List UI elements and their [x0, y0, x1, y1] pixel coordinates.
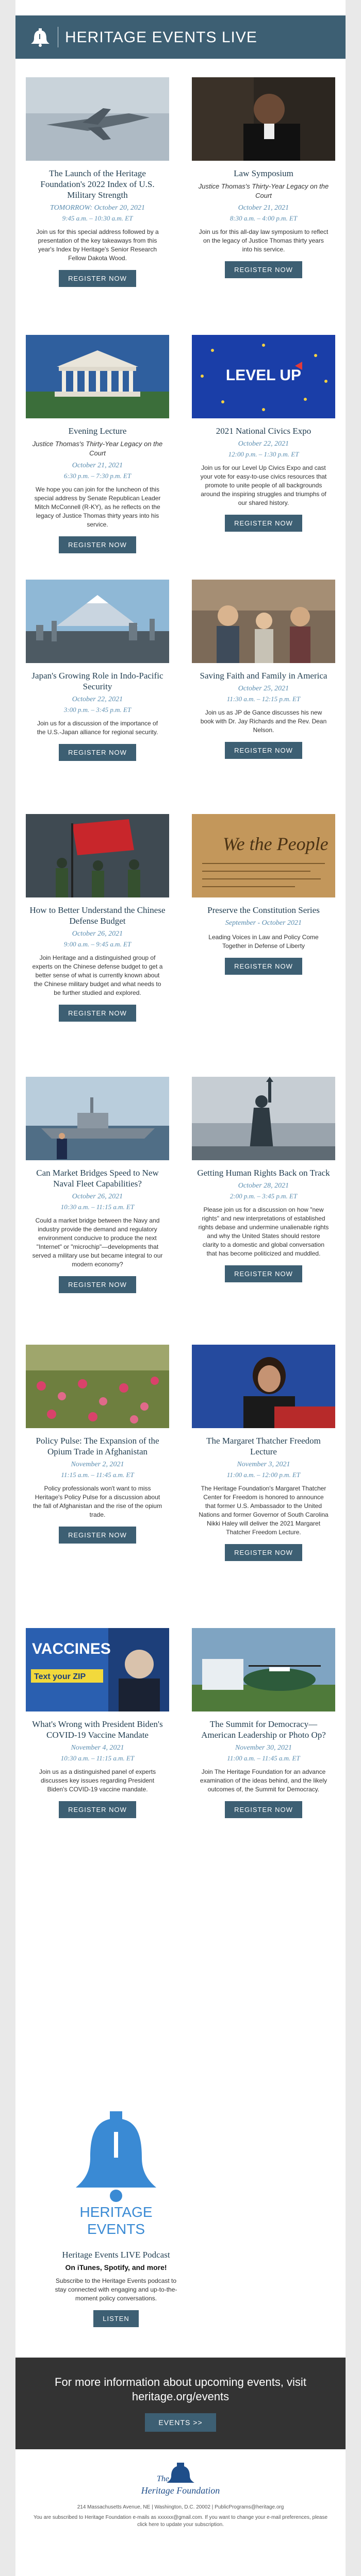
- podcast-logo-line1: HERITAGE: [79, 2204, 153, 2220]
- event-time: 9:00 a.m. – 9:45 a.m. ET: [63, 940, 132, 948]
- podcast-section: [44, 2101, 188, 2327]
- event-card-naval-fleet: [26, 1077, 169, 1293]
- event-title: 2021 National Civics Expo: [216, 426, 311, 436]
- naval-ship-image[interactable]: [26, 1077, 169, 1160]
- event-title: What's Wrong with President Biden's COVID-19 Vaccine Mandate: [32, 1719, 163, 1740]
- header-title: HERITAGE EVENTS LIVE: [65, 29, 257, 46]
- podcast-logo-line2: EVENTS: [87, 2221, 145, 2237]
- events-cta-text: For more information about upcoming events, visit heritage.org/events: [55, 2376, 306, 2403]
- event-title: The Summit for Democracy—American Leadership or Photo Op?: [201, 1719, 326, 1740]
- event-subtitle: Justice Thomas's Thirty-Year Legacy on the Court: [198, 182, 329, 199]
- email-container: [15, 0, 346, 2576]
- event-description: Join us for a discussion of the importance of the U.S.-Japan alliance for regional security.: [37, 720, 158, 736]
- register-now-button[interactable]: REGISTER NOW: [225, 1801, 302, 1818]
- header-banner: [15, 15, 346, 59]
- tokyo-skyline-image[interactable]: [26, 580, 169, 663]
- vaccine-sign-image[interactable]: [26, 1628, 169, 1711]
- event-description: Leading Voices in Law and Policy Come Together in Defense of Liberty: [208, 934, 319, 950]
- event-time: 11:30 a.m. – 12:15 p.m. ET: [226, 695, 301, 703]
- podcast-description: Subscribe to the Heritage Events podcast to stay connected with engaging and up-to-the-moment policy conversations.: [55, 2277, 177, 2302]
- heritage-foundation-logo[interactable]: [134, 2461, 227, 2497]
- event-card-evening-lecture: [26, 335, 169, 553]
- event-card-faith-family: [192, 580, 335, 759]
- constitution-document-image[interactable]: [192, 814, 335, 897]
- register-now-button[interactable]: REGISTER NOW: [59, 1801, 136, 1818]
- register-now-button[interactable]: REGISTER NOW: [225, 742, 302, 759]
- event-time: 10:30 a.m. – 11:15 a.m. ET: [60, 1203, 135, 1211]
- event-card-civics-expo: [192, 335, 335, 532]
- event-date: October 21, 2021: [72, 462, 123, 469]
- event-title: Getting Human Rights Back on Track: [197, 1168, 330, 1178]
- liberty-bell-icon: [29, 28, 52, 47]
- event-card-vaccine-mandate: [26, 1628, 169, 1818]
- event-date: November 2, 2021: [71, 1461, 124, 1468]
- event-card-summit-democracy: [192, 1628, 335, 1818]
- event-time: 8:30 a.m. – 4:00 p.m. ET: [229, 214, 298, 222]
- event-description: We hope you can join for the luncheon of this special address by Senate Republican Leader Mitch McConnell (R-KY), as he reflects on the legacy of Justice Thomas thirty years into his service.: [34, 486, 161, 528]
- event-title: Policy Pulse: The Expansion of the Opium Trade in Afghanistan: [36, 1436, 159, 1456]
- event-description: Could a market bridge between the Navy and industry provide the demand and regulatory environment conducive to produce the next "Internet" or "microchip"—developments that served a military use but became integral to our modern economy?: [32, 1217, 163, 1268]
- register-now-button[interactable]: REGISTER NOW: [225, 261, 302, 278]
- event-time: 11:00 a.m. – 11:45 a.m. ET: [227, 1754, 300, 1762]
- register-now-button[interactable]: REGISTER NOW: [59, 1005, 136, 1022]
- svg-text:LEVEL UP: LEVEL UP: [225, 367, 302, 384]
- register-now-button[interactable]: REGISTER NOW: [225, 1265, 302, 1282]
- event-card-military-index: [26, 77, 169, 287]
- event-date: October 26, 2021: [72, 930, 123, 938]
- event-title: Saving Faith and Family in America: [200, 671, 327, 681]
- event-card-opium-trade: [26, 1345, 169, 1544]
- event-description: Join Heritage and a distinguished group of experts on the Chinese defense budget to get a better sense of what is currently known about the Chinese military budget and what needs to be further studied and explored.: [32, 954, 163, 996]
- level-up-image[interactable]: [192, 335, 335, 418]
- event-time: 12:00 p.m. – 1:30 p.m. ET: [228, 450, 299, 458]
- event-date: October 22, 2021: [72, 696, 123, 703]
- heritage-events-podcast-logo[interactable]: [64, 2101, 168, 2240]
- event-date: October 28, 2021: [238, 1182, 289, 1190]
- svg-text:Text your ZIP: Text your ZIP: [34, 1672, 86, 1681]
- event-description: Join us for this all-day law symposium to reflect on the legacy of Justice Thomas thirty years into his service.: [199, 228, 329, 253]
- register-now-button[interactable]: REGISTER NOW: [225, 1544, 302, 1561]
- event-date: October 25, 2021: [238, 685, 289, 692]
- event-card-japan: [26, 580, 169, 761]
- event-card-human-rights: [192, 1077, 335, 1282]
- register-now-button[interactable]: REGISTER NOW: [59, 270, 136, 287]
- event-time: 9:45 a.m. – 10:30 a.m. ET: [62, 214, 133, 222]
- event-description: Policy professionals won't want to miss Heritage's Policy Pulse for a discussion about the fall of Afghanistan and the rise of the opium trade.: [32, 1485, 162, 1518]
- event-time: 6:30 p.m. – 7:30 p.m. ET: [63, 472, 132, 480]
- event-time: 11:15 a.m. – 11:45 a.m. ET: [61, 1471, 134, 1479]
- event-description: Join us for our Level Up Civics Expo and cast your vote for easy-to-use civics resources that promote to unite people of all backgrounds around the inspiring struggles and triumphs of our shared history.: [200, 464, 327, 506]
- event-date: November 4, 2021: [71, 1744, 124, 1752]
- event-description: Join us as a distinguished panel of experts discusses key issues regarding President Biden's COVID-19 vaccine mandate.: [39, 1768, 156, 1793]
- footer-subscription-note: You are subscribed to Heritage Foundation e-mails as xxxxxx@gmail.com. If you want to change your e-mail preferences, please click here to update your subscription.: [33, 2515, 328, 2528]
- svg-text:We the People: We the People: [223, 834, 329, 854]
- podcast-title: Heritage Events LIVE Podcast: [62, 2250, 170, 2260]
- poppy-field-image[interactable]: [26, 1345, 169, 1428]
- events-cta-band: [15, 2358, 346, 2449]
- event-description: The Heritage Foundation's Margaret Thatcher Center for Freedom is honored to announce that former U.S. Ambassador to the United Nations and former Governor of South Carolina Nikki Haley will deliver the 2021 Margaret Thatcher Freedom Lecture.: [199, 1485, 329, 1536]
- event-title: The Margaret Thatcher Freedom Lecture: [206, 1436, 321, 1456]
- events-button[interactable]: EVENTS >>: [145, 2413, 216, 2432]
- event-time: 3:00 p.m. – 3:45 p.m. ET: [63, 706, 132, 714]
- event-title: Law Symposium: [234, 168, 293, 178]
- svg-text:VACCINES: VACCINES: [32, 1640, 111, 1657]
- nikki-haley-image[interactable]: [192, 1345, 335, 1428]
- event-title: How to Better Understand the Chinese Defense Budget: [29, 905, 166, 926]
- fighter-jet-image[interactable]: [26, 77, 169, 161]
- event-description: Join The Heritage Foundation for an advance examination of the ideas behind, and the likely outcomes of, the Summit for Democracy.: [200, 1768, 327, 1793]
- event-time: 10:30 a.m. – 11:15 a.m. ET: [60, 1754, 135, 1762]
- event-date: November 3, 2021: [237, 1461, 290, 1468]
- register-now-button[interactable]: REGISTER NOW: [225, 958, 302, 975]
- podcast-subtitle: On iTunes, Spotify, and more!: [65, 2263, 167, 2272]
- family-photo-image[interactable]: [192, 580, 335, 663]
- marine-one-image[interactable]: [192, 1628, 335, 1711]
- event-card-constitution-series: [192, 814, 335, 975]
- event-title: Japan's Growing Role in Indo-Pacific Security: [31, 671, 163, 691]
- register-now-button[interactable]: REGISTER NOW: [59, 744, 136, 761]
- event-title: Can Market Bridges Speed to New Naval Fleet Capabilities?: [36, 1168, 159, 1189]
- footer-logo-the: The: [157, 2475, 169, 2483]
- event-time: 11:00 a.m. – 12:00 p.m. ET: [226, 1471, 301, 1479]
- event-title: Preserve the Constitution Series: [207, 905, 320, 915]
- register-now-button[interactable]: REGISTER NOW: [59, 1276, 136, 1293]
- event-title: The Launch of the Heritage Foundation's 2022 Index of U.S. Military Strength: [40, 168, 155, 200]
- footer-logo-name: Heritage Foundation: [141, 2485, 220, 2496]
- event-title: Evening Lecture: [68, 426, 127, 436]
- event-date: September - October 2021: [225, 919, 302, 927]
- footer-address: 214 Massachusetts Avenue, NE | Washington, D.C. 20002 | PublicPrograms@heritage.org: [77, 2504, 284, 2510]
- footer: [15, 2449, 346, 2542]
- event-date: November 30, 2021: [235, 1744, 292, 1752]
- chinese-soldiers-image[interactable]: [26, 814, 169, 897]
- event-date: October 26, 2021: [72, 1193, 123, 1200]
- supreme-court-image[interactable]: [26, 335, 169, 418]
- event-card-chinese-defense: [26, 814, 169, 1022]
- event-description: Join us for this special address followed by a presentation of the key takeaways from this year's Index by Heritage's Senior Research Fellow Dakota Wood.: [36, 228, 159, 262]
- event-card-thatcher-lecture: [192, 1345, 335, 1561]
- justice-thomas-image[interactable]: [192, 77, 335, 161]
- register-now-button[interactable]: REGISTER NOW: [225, 515, 302, 532]
- statue-of-liberty-image[interactable]: [192, 1077, 335, 1160]
- event-time: 2:00 p.m. – 3:45 p.m. ET: [229, 1192, 298, 1200]
- event-date: TOMORROW: October 20, 2021: [50, 204, 145, 212]
- event-subtitle: Justice Thomas's Thirty-Year Legacy on the Court: [32, 440, 163, 457]
- event-card-law-symposium: [192, 77, 335, 278]
- event-description: Please join us for a discussion on how "new rights" and new interpretations of established rights debase and undermine unalienable rights and why the United States should restore clarity to a domestic and global conversation that has become politicized and muddled.: [198, 1206, 329, 1257]
- event-date: October 22, 2021: [238, 440, 289, 448]
- event-date: October 21, 2021: [238, 204, 289, 212]
- register-now-button[interactable]: REGISTER NOW: [59, 536, 136, 553]
- event-description: Join us as JP de Gance discusses his new book with Dr. Jay Richards and the Rev. Dean Nelson.: [200, 709, 327, 734]
- listen-button[interactable]: LISTEN: [93, 2310, 139, 2327]
- register-now-button[interactable]: REGISTER NOW: [59, 1527, 136, 1544]
